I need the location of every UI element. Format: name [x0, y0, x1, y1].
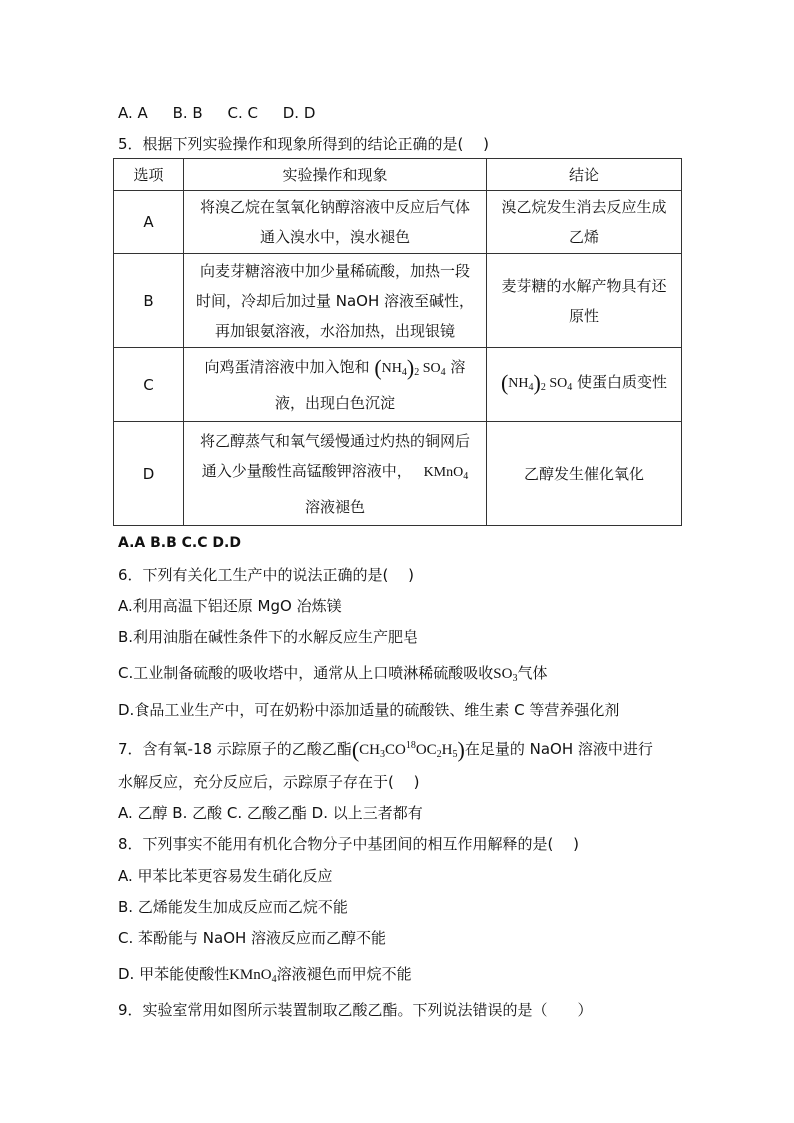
q7-stem-line2: 水解反应，充分反应后，示踪原子存在于( ) — [118, 773, 420, 791]
row-a-operation: 将溴乙烷在氢氧化钠醇溶液中反应后气体 通入溴水中，溴水褪色 — [184, 191, 487, 254]
table-row-b — [114, 254, 682, 348]
header-operation: 实验操作和现象 — [184, 159, 487, 191]
so3-formula: $SO_3$ — [493, 666, 518, 684]
table-row-a — [114, 191, 682, 254]
q6-stem: 6．下列有关化工生产中的说法正确的是( ) — [118, 566, 415, 584]
q6-option-c: C.工业制备硫酸的吸收塔中，通常从上口喷淋稀硫酸吸收$SO_3$气体 — [118, 664, 548, 684]
header-conclusion: 结论 — [487, 159, 682, 191]
row-c-operation: 向鸡蛋清溶液中加入饱和 $(NH_4)_2$ $SO_4$ 溶 液，出现白色沉淀 — [184, 348, 487, 422]
q8-option-b: B. 乙烯能发生加成反应而乙烷不能 — [118, 898, 348, 916]
table-row-c — [114, 348, 682, 422]
q4-option-b: B. B — [172, 104, 203, 122]
row-b-operation: 向麦芽糖溶液中加少量稀硫酸，加热一段 时间，冷却后加过量 NaOH 溶液至碱性， 再加银氨溶液，水浴加热，出现银镜 — [184, 254, 487, 348]
table-row-d — [114, 422, 682, 526]
table-header-row — [114, 159, 682, 191]
q8-option-d: D. 甲苯能使酸性KMnO$_4$溶液褪色而甲烷不能 — [118, 965, 412, 985]
q8-option-a: A. 甲苯比苯更容易发生硝化反应 — [118, 867, 333, 885]
row-c-conclusion: $(NH_4)_2$ $SO_4$ 使蛋白质变性 — [487, 348, 682, 422]
q4-option-a: A. A — [118, 104, 148, 122]
row-a-option: A — [114, 191, 184, 254]
q5-table — [113, 158, 682, 526]
row-b-option: B — [114, 254, 184, 348]
q6-option-a: A.利用高温下铝还原 MgO 冶炼镁 — [118, 597, 342, 615]
row-d-option: D — [114, 422, 184, 526]
kmno4-formula: KMnO$_4$ — [229, 967, 277, 985]
q6-option-d: D.食品工业生产中，可在奶粉中添加适量的硫酸铁、维生素 C 等营养强化剂 — [118, 701, 620, 719]
row-c-option: C — [114, 348, 184, 422]
q5-stem: 5．根据下列实验操作和现象所得到的结论正确的是( ) — [118, 135, 490, 153]
q5-answer-line: A.A B.B C.C D.D — [118, 535, 241, 551]
q4-option-d: D. D — [282, 104, 316, 122]
row-a-conclusion: 溴乙烷发生消去反应生成 乙烯 — [487, 191, 682, 254]
row-d-conclusion: 乙醇发生催化氧化 — [487, 422, 682, 526]
ammonium-sulfate-formula: $(NH_4)_2$ $SO_4$ — [500, 369, 573, 395]
kmno4-formula: KMnO$_4$ — [423, 464, 469, 482]
q8-option-c: C. 苯酚能与 NaOH 溶液反应而乙醇不能 — [118, 929, 387, 947]
q7-stem: 7．含有氧-18 示踪原子的乙酸乙酯$(CH_3CO^{18}OC_2H_5)$在足量的 NaOH 溶液中进行 — [118, 737, 653, 762]
header-option: 选项 — [114, 159, 184, 191]
ammonium-sulfate-formula: $(NH_4)_2$ $SO_4$ — [374, 354, 446, 380]
row-b-conclusion: 麦芽糖的水解产物具有还 原性 — [487, 254, 682, 348]
row-d-operation: 将乙醇蒸气和氧气缓慢通过灼热的铜网后 通入少量酸性高锰酸钾溶液中， KMnO$_4$ 溶液褪色 — [184, 422, 487, 526]
q9-stem: 9．实验室常用如图所示装置制取乙酸乙酯。下列说法错误的是（ ） — [118, 1001, 593, 1019]
q4-options — [118, 103, 335, 123]
q4-option-c: C. C — [227, 104, 258, 122]
q6-option-b: B.利用油脂在碱性条件下的水解反应生产肥皂 — [118, 628, 419, 646]
ethyl-acetate-formula: $(CH_3CO^{18}OC_2H_5)$ — [351, 737, 465, 762]
q7-options: A. 乙醇 B. 乙酸 C. 乙酸乙酯 D. 以上三者都有 — [118, 804, 423, 822]
q8-stem: 8．下列事实不能用有机化合物分子中基团间的相互作用解释的是( ) — [118, 835, 580, 853]
